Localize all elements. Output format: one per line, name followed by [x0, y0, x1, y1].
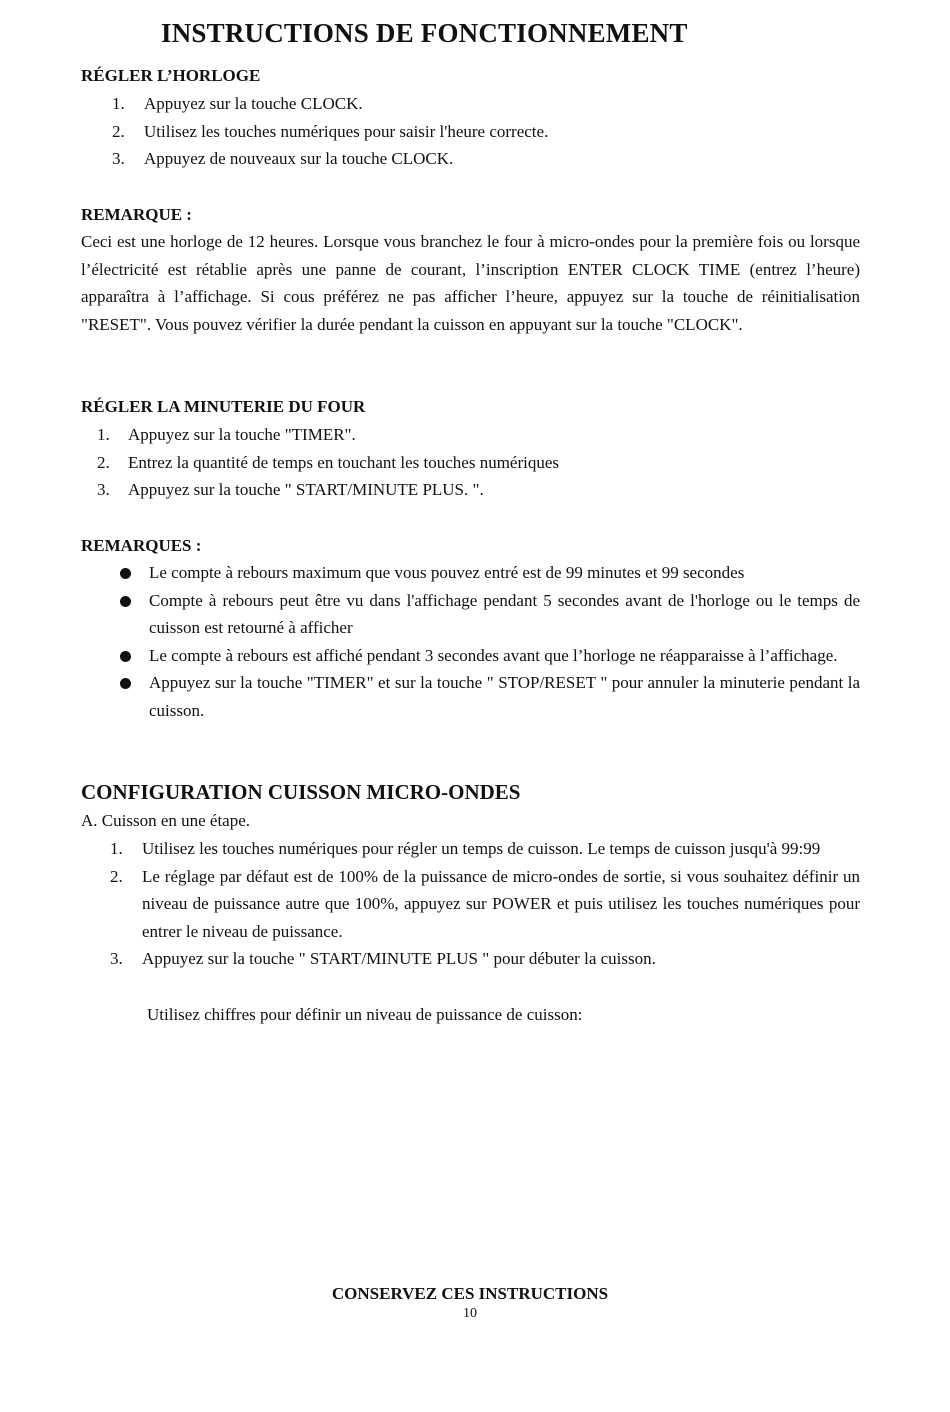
step-number: 1. [112, 94, 125, 113]
timer-notes-heading: REMARQUES : [81, 536, 202, 555]
step-number: 3. [110, 949, 123, 969]
step-text: Utilisez les touches numériques pour saisir l'heure correcte. [144, 121, 549, 141]
bullet-icon [120, 651, 131, 662]
clock-note-text: Ceci est une horloge de 12 heures. Lorsque vous branchez le four à micro-ondes pour la première fois ou lorsque l’électricité est rétablie après une panne de courant, l’inscription ENTER CLOCK TIME (entrez l’heure) apparaîtra à l’affichage. Si cous préférez ne pas afficher l’heure, appuyez sur la touche de réinitialisation "RESET". Vous pouvez vérifier la durée pendant la cuisson en appuyant sur la touche "CLOCK". [81, 232, 860, 334]
list-item [81, 90, 860, 118]
note-text: Compte à rebours peut être vu dans l'affichage pendant 5 secondes avant de l'horloge ou le temps de cuisson est retourné à afficher [149, 590, 860, 638]
step-text: Appuyez de nouveaux sur la touche CLOCK. [144, 149, 454, 169]
step-text: Appuyez sur la touche "TIMER". [128, 425, 356, 444]
list-item [81, 118, 860, 146]
list-item [81, 945, 860, 973]
step-text: Le réglage par défaut est de 100% de la puissance de micro-ondes de sortie, si vous souhaitez définir un niveau de puissance autre que 100%, appuyez sur POWER et puis utilisez les touches numériques pour entrer le niveau de puissance. [142, 866, 860, 941]
list-item [81, 587, 860, 642]
bullet-icon [120, 596, 131, 607]
list-item [81, 642, 860, 670]
note-text: Le compte à rebours est affiché pendant 3 secondes avant que l’horloge ne réapparaisse à l’affichage. [149, 645, 838, 665]
note-text: Appuyez sur la touche "TIMER" et sur la touche " STOP/RESET " pour annuler la minuterie pendant la cuisson. [149, 673, 860, 720]
list-item [81, 863, 860, 946]
step-text: Entrez la quantité de temps en touchant les touches numériques [128, 452, 560, 472]
step-number: 2. [112, 121, 125, 141]
step-number: 2. [110, 866, 123, 886]
step-text: Appuyez sur la touche " START/MINUTE PLUS. ". [128, 480, 484, 500]
step-text: Utilisez les touches numériques pour régler un temps de cuisson. Le temps de cuisson jusqu'à 99:99 [142, 839, 821, 858]
clock-note-heading: REMARQUE : [81, 205, 192, 224]
microwave-subheading-text: A. Cuisson en une étape. [81, 811, 251, 830]
power-level-note: Utilisez chiffres pour définir un niveau de puissance de cuisson: [147, 1005, 583, 1024]
footer-title: CONSERVEZ CES INSTRUCTIONS [331, 1284, 609, 1303]
step-number: 2. [97, 452, 110, 472]
step-number: 3. [112, 149, 125, 169]
timer-steps [81, 421, 860, 504]
list-item [81, 449, 860, 477]
microwave-steps [81, 835, 860, 973]
list-item [81, 835, 860, 863]
list-item [81, 559, 860, 587]
bullet-icon [120, 568, 131, 579]
step-number: 1. [97, 425, 110, 444]
clock-steps [81, 90, 860, 173]
page-number: 10 [463, 1306, 477, 1321]
timer-notes [81, 559, 860, 725]
timer-section-heading: RÉGLER LA MINUTERIE DU FOUR [81, 397, 366, 416]
list-item [81, 421, 860, 449]
page-title: INSTRUCTIONS DE FONCTIONNEMENT [161, 18, 688, 48]
step-number: 1. [110, 839, 123, 858]
note-text: Le compte à rebours maximum que vous pouvez entré est de 99 minutes et 99 secondes [149, 563, 745, 582]
clock-section-heading: RÉGLER L’HORLOGE [81, 66, 261, 85]
list-item [81, 476, 860, 504]
bullet-icon [120, 678, 131, 689]
step-text: Appuyez sur la touche CLOCK. [144, 94, 363, 113]
microwave-section-heading: CONFIGURATION CUISSON MICRO-ONDES [81, 780, 521, 804]
list-item [81, 669, 860, 724]
microwave-subheading [81, 807, 860, 835]
step-number: 3. [97, 480, 110, 500]
list-item [81, 145, 860, 173]
step-text: Appuyez sur la touche " START/MINUTE PLUS " pour débuter la cuisson. [142, 949, 656, 969]
clock-note [81, 228, 860, 338]
